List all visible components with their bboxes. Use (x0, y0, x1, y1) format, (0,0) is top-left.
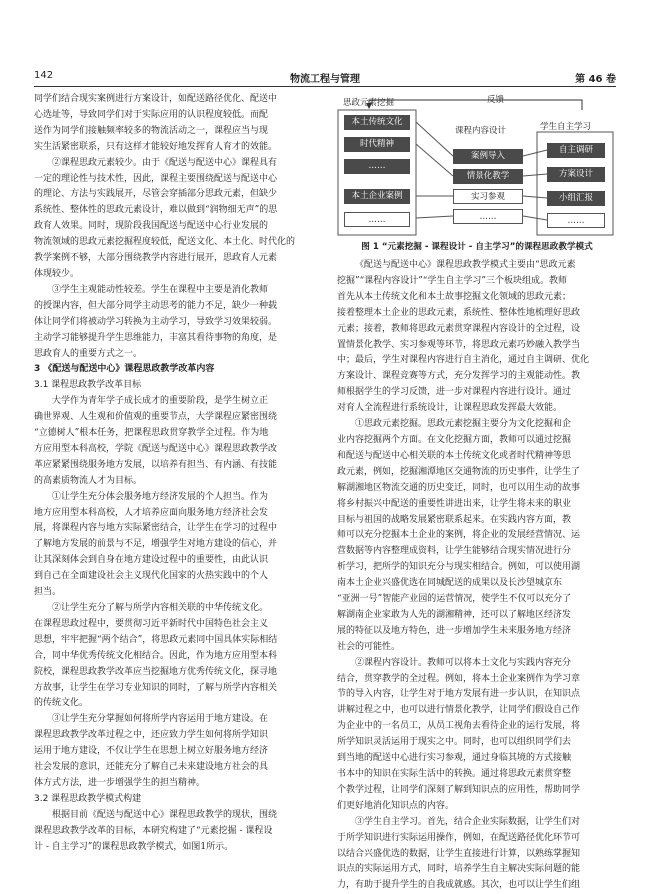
text-line: ③学生主观能动性较差。学生在课程中主要是消化教师 (52, 284, 269, 295)
text-line: 到自己在全面建设社会主义现代化国家的火热实践中的个人 (34, 571, 269, 582)
header-rule (34, 86, 616, 87)
text-line: 讲解过程之中，也可以进行情景化教学，让同学们假设自己作 (337, 705, 581, 716)
text-line: 为企业中的一名员工，从员工视角去看待企业的运行发展，将 (337, 721, 581, 732)
text-line: 同学们结合现实案例进行方案设计，如配送路径优化、配送中 (34, 94, 278, 104)
text-line: ③学生自主学习。首先，结合企业实际数据，让学生们对 (355, 816, 581, 827)
journal-title: 物流工程与管理 (290, 74, 360, 85)
text-line: 课程思政教学改革的目标，本研究构建了“元素挖掘 - 课程设 (34, 825, 273, 836)
text-line: 思政育人的重要方式之一。 (34, 348, 143, 359)
text-line: ②课程思政元素较少。由于《配送与配送中心》课程具有 (52, 157, 278, 168)
text-line: 的传统文化。 (34, 698, 89, 709)
text-line: 在课程思政过程中，要贯彻习近平新时代中国特色社会主义 (34, 618, 269, 629)
text-line: 书本中的知识在实际生活中的转换。通过将思政元素贯穿整 (337, 769, 572, 779)
figure-caption: 图 1 “元素挖掘 - 课程设计 - 自主学习”的课程思政教学模式 (361, 242, 593, 252)
text-line: 和配送与配送中心相关联的本土传统文化或者时代精神等思 (337, 450, 572, 461)
text-line: 析学习，把所学的知识充分与现实相结合。例如，可以使用湖 (337, 562, 581, 573)
text-line: 解湖南企业家敢为人先的湖湘精神，还可以了解地区经济发 (337, 609, 572, 620)
text-line: 体现较少。 (34, 268, 80, 279)
text-line: 置情景化教学、实习参观等环节，将思政元素巧妙融入教学当 (337, 339, 581, 350)
text-line: 展，将课程内容与地方实际紧密结合，让学生在学习的过程中 (34, 523, 278, 534)
text-line: 们更好地消化知识点的内容。 (337, 800, 455, 811)
left-column (34, 92, 320, 856)
group1-item: …… (344, 159, 410, 174)
text-line: 担当。 (34, 587, 62, 598)
text-line: 运用于地方建设，不仅让学生在思想上树立好服务地方经济 (34, 746, 269, 757)
text-line: 体让同学们将被动学习转换为主动学习，导致学习效果较弱。 (34, 316, 278, 327)
text-line: 识点的实际运用方式，同时，培养学生自主解决实际问题的能 (337, 864, 581, 875)
text-line: 以结合兴盛优选的数据，让学生直接进行计算，以熟练掌握知 (337, 848, 581, 859)
text-line: 革应紧紧围绕服务地方发展，以培养有担当、有内涵、有技能 (34, 459, 278, 470)
running-header (34, 70, 616, 86)
text-line: 政元素，例如，挖掘湘潭地区交通物流的历史事件，让学生了 (337, 466, 581, 477)
figure-1-diagram (337, 92, 617, 240)
text-line: 个教学过程，让同学们深刻了解到知识点的应用性，帮助同学 (337, 784, 581, 795)
text-line: ①让学生充分体会服务地方经济发展的个人担当。作为 (52, 491, 269, 502)
group3-item: 自主调研 (547, 143, 605, 158)
text-line: 挖掘”“课程内容设计”“学生自主学习”三个板块组成。教师 (337, 275, 568, 286)
group1-item: 本土企业案例 (344, 189, 410, 204)
group3-item: 方案设计 (547, 167, 605, 182)
text-line: 合，同中华优秀传统文化相结合。因此，作为地方应用型本科 (34, 650, 278, 661)
text-line: 《配送与配送中心》课程思政教学模式主要由“思政元素 (355, 260, 576, 270)
feedback-label: 反馈 (487, 95, 505, 105)
group2-item: …… (453, 209, 523, 224)
text-line: 方应用型本科高校，学院《配送与配送中心》课程思政教学改 (34, 443, 278, 454)
text-line: 确世界观、人生观和价值观的重要节点，大学课程应紧密围绕 (34, 412, 278, 423)
text-line: 业内容挖掘两个方面。在文化挖掘方面，教师可以通过挖掘 (337, 434, 572, 445)
subsection-heading: 3.1 课程思政教学改革目标 (34, 380, 142, 391)
text-line: 解湖湘地区物流交通的历史变迁，同时，也可以用生动的故事 (337, 482, 581, 493)
text-line: “立德树人”根本任务，把课程思政贯穿教学全过程。作为地 (34, 428, 269, 439)
text-line: 心选址等，导致同学们对于实际应用的认识程度较低。而配 (34, 109, 269, 120)
text-line: 师根据学生的学习反馈，进一步对课程内容进行设计。通过 (337, 387, 572, 398)
text-line: 院校，课程思政教学改革应当挖掘地方优秀传统文化，探寻地 (34, 666, 278, 677)
text-line: 思想，牢牢把握“两个结合”，将思政元素同中国具体实际相结 (34, 634, 278, 645)
text-line: 物流领域的思政元素挖掘程度较低，配送文化、本土化、时代化的 (34, 237, 296, 248)
text-line: 计 - 自主学习”的课程思政教学模式，如图1所示。 (34, 841, 234, 852)
connector (523, 216, 547, 220)
group2-item: 情景化教学 (453, 169, 523, 184)
text-line: 让其深刻体会到自身在地方建设过程中的重要性，由此认识 (34, 555, 269, 566)
group1-item: 时代精神 (344, 137, 410, 152)
group1-item: …… (344, 212, 410, 227)
connector (523, 174, 547, 176)
text-line: 体方式方法，进一步增强学生的担当精神。 (34, 777, 206, 788)
text-line: ①思政元素挖掘。思政元素挖掘主要分为文化挖掘和企 (355, 419, 572, 430)
text-line: 将乡村振兴中配送的重要性讲进出来，让学生将未来的职业 (337, 498, 572, 509)
text-line: 课程思政教学改革过程之中，还应致力学生如何将所学知识 (34, 730, 269, 741)
page-number: 142 (34, 70, 54, 81)
text-line: 系统性、整体性的思政元素设计，难以做到“润物细无声”的思 (34, 205, 278, 216)
text-line: ②课程内容设计。教师可以将本土文化与实践内容充分 (355, 657, 572, 668)
volume-label: 第 46 卷 (575, 74, 616, 85)
text-line: 一定的理论性与技术性，因此，课程主要围绕配送与配送中心 (34, 173, 278, 184)
section-heading: 3 《配送与配送中心》课程思政教学改革内容 (34, 364, 215, 375)
text-line: 展的特征以及地方特色，进一步增加学生未来服务地方经济 (337, 625, 572, 636)
text-line: 的授课内容，但大部分同学主动思考的能力不足，缺少一种载 (34, 300, 278, 311)
text-line: 的理论、方法与实践展开，尽管会穿插部分思政元素，但缺少 (34, 189, 278, 200)
text-line: 南本土企业兴盛优选在同城配送的成果以及长沙望城京东 (337, 578, 563, 589)
text-line: 于所学知识进行实际运用操作，例如，在配送路径优化环节可 (337, 832, 581, 843)
text-line: “亚洲一号”智能产业园的运营情况，使学生不仅可以充分了 (337, 594, 572, 605)
text-line: 社会的可能性。 (337, 641, 401, 652)
connector (416, 122, 453, 156)
text-line: 根据目前《配送与配送中心》课程思政教学的现状，围绕 (52, 809, 278, 820)
group1-title: 思政元素挖掘 (343, 98, 395, 108)
text-line: ②让学生充分了解与所学内容相关联的中华传统文化。 (52, 603, 269, 613)
text-line: 社会发展的意识，还能充分了解自己未来建设地方社会的具 (34, 762, 269, 773)
group2-item: 案例导入 (453, 149, 523, 164)
text-line: 首先从本土传统文化和本土故事挖掘文化领域的思政元素； (337, 291, 572, 302)
connector (523, 150, 547, 156)
connector (523, 196, 547, 198)
text-line: 结合，贯穿教学的全过程。例如，将本土企业案例作为学习章 (337, 673, 581, 684)
text-line: 中；最后，学生对课程内容进行自主消化，通过自主调研、优化 (337, 355, 590, 366)
text-line: 地方应用型本科高校，人才培养应面向服务地方经济社会发 (34, 507, 269, 518)
text-line: 目标与祖国的战略发展紧密联系起来。在实践内容方面，教 (337, 514, 572, 525)
text-line: 营数据等内容整理成资料，让学生能够结合现实情况进行分 (337, 546, 572, 557)
text-line: 了解地方发展的前景与不足，增强学生对地方建设的信心，并 (34, 539, 278, 550)
text-line: 所学知识灵活运用于现实之中。同时，也可以组织同学们去 (337, 737, 572, 748)
group3-item: …… (547, 213, 605, 228)
feedback-arrow (369, 100, 582, 110)
text-line: 对育人全流程进行系统设计，让课程思政发挥最大效能。 (337, 403, 563, 414)
text-line: 元素；接着，教师将思政元素贯穿课程内容设计的全过程，设 (337, 323, 581, 334)
group2-item: 实习参观 (453, 189, 523, 204)
text-line: 送作为同学们接触频率较多的物流活动之一，课程应当与现 (34, 125, 269, 136)
text-line: 方故事，让学生在学习专业知识的同时，了解与所学内容相关 (34, 682, 278, 693)
group3-title: 学生自主学习 (540, 122, 592, 132)
text-line: 到当地的配送中心进行实习参观，通过身临其境的方式接触 (337, 753, 572, 764)
group3-item: 小组汇报 (547, 191, 605, 206)
text-line: 方案设计、课程竞赛等方式，充分发挥学习的主观能动性。教 (337, 371, 581, 382)
text-line: 主动学习能够提升学生思维能力，丰富其看待事物的角度，是 (34, 332, 278, 343)
group1-item: 本土传统文化 (344, 115, 410, 130)
right-column (337, 258, 617, 894)
text-line: 节的导入内容，让学生对于地方发展有进一步认识，在知识点 (337, 689, 581, 700)
text-line: 师可以充分挖掘本土企业的案例，将企业的发展经营情况、运 (337, 530, 581, 541)
text-line: 实生活紧密联系，只有这样才能较好地发挥育人育才的效能。 (34, 141, 278, 152)
text-line: 教学案例不够，大部分围绕教学内容进行展开，思政育人元素 (34, 253, 278, 264)
connector (416, 216, 453, 218)
text-line: 接着整理本土企业的思政元素，系统性、整体性地梳理好思政 (337, 307, 581, 318)
text-line: ③让学生充分掌握如何将所学内容运用于地方建设。在 (52, 714, 269, 725)
text-line: 力，有助于提升学生的自我成就感。其次，也可以让学生们组 (337, 880, 581, 891)
text-line: 政育人效果。同时，现阶段我国配送与配送中心行业发展的 (34, 221, 269, 232)
group2-title: 课程内容设计 (455, 126, 507, 136)
text-line: 大学作为青年学子成长成才的重要阶段，是学生树立正 (52, 396, 269, 407)
subsection-heading: 3.2 课程思政教学模式构建 (34, 793, 142, 804)
connector (416, 144, 453, 176)
text-line: 的高素质物流人才为目标。 (34, 475, 143, 486)
